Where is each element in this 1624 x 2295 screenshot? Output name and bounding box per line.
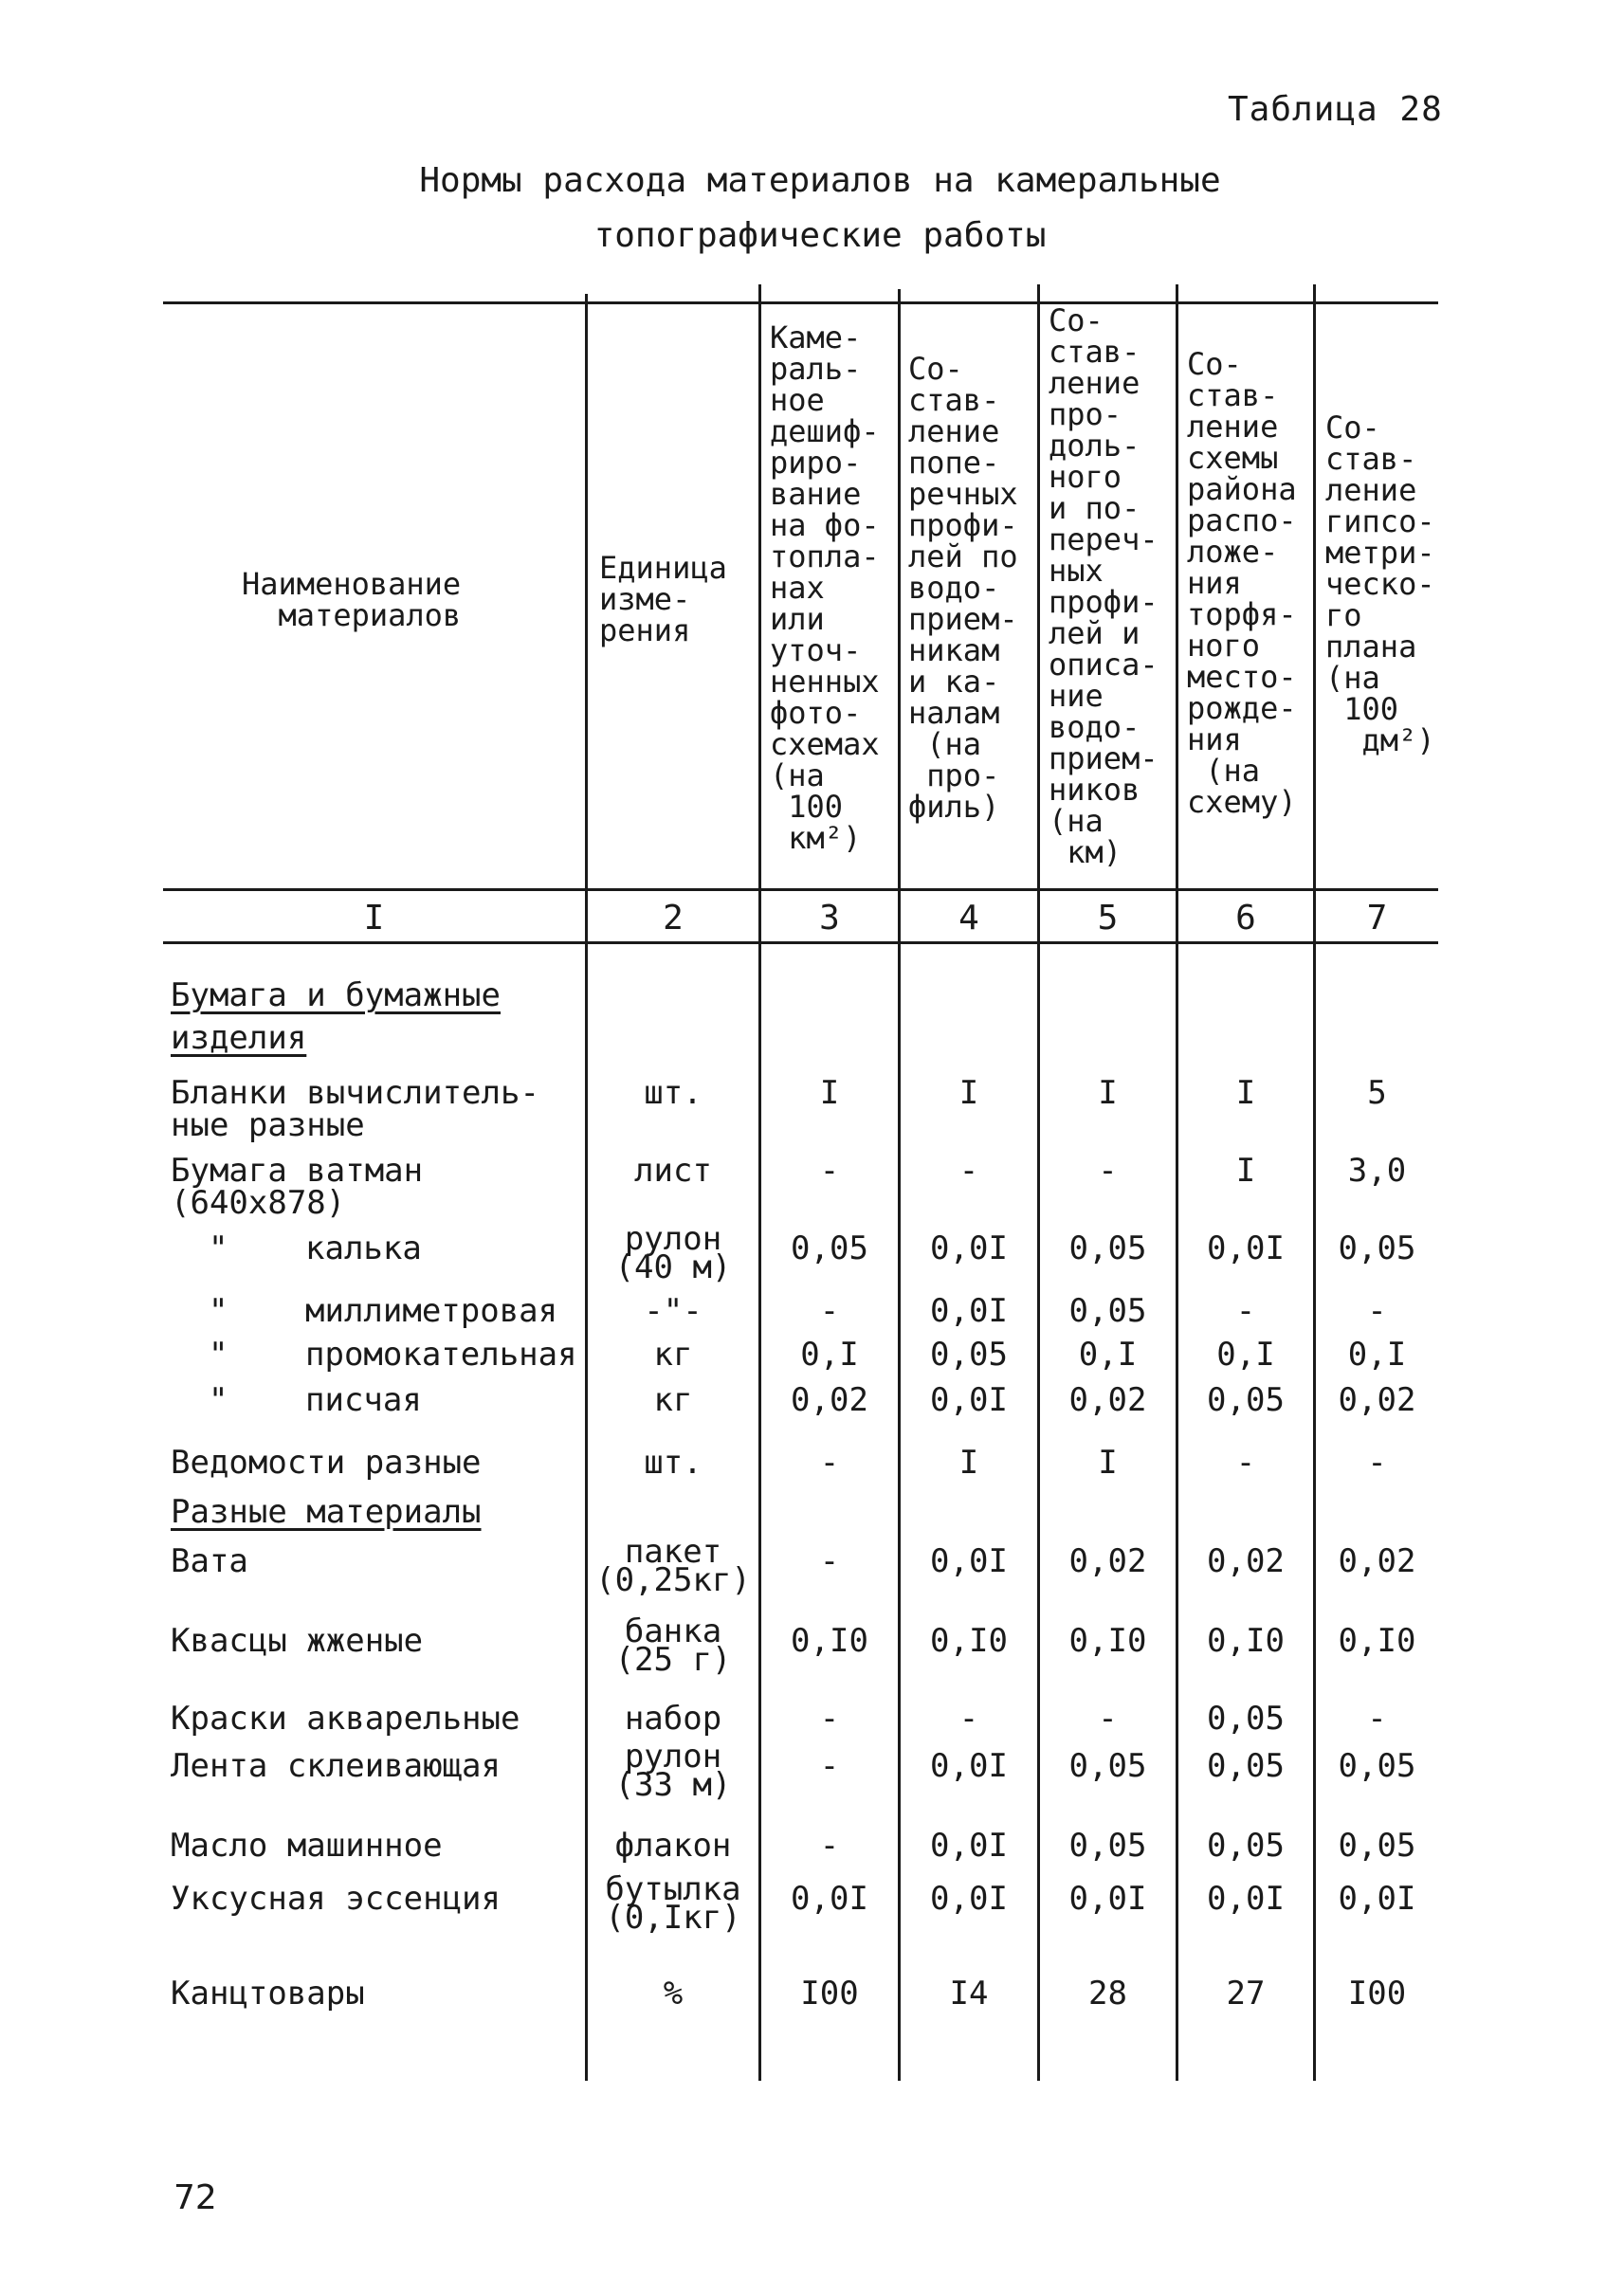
value-cell: 0,0I — [1207, 1880, 1285, 1918]
column-number-1: I — [363, 899, 385, 938]
value-cell: 0,02 — [1338, 1542, 1416, 1580]
value-cell: 0,0I — [791, 1880, 868, 1918]
value-cell: 0,0I — [1068, 1880, 1147, 1918]
column-divider-1 — [585, 294, 588, 2081]
value-cell: 5 — [1367, 1074, 1387, 1112]
value-cell: 0,05 — [1068, 1827, 1147, 1865]
material-name: Бумага ватман (640x878) — [171, 1152, 424, 1222]
value-cell: - — [1367, 1292, 1387, 1330]
value-cell: 27 — [1226, 1975, 1266, 2013]
value-cell: I — [1235, 1074, 1256, 1112]
column-number-7: 7 — [1366, 899, 1388, 938]
value-cell: 0,I0 — [930, 1622, 1008, 1660]
ditto-mark: " — [209, 1229, 228, 1267]
unit-cell: флакон — [614, 1827, 732, 1865]
value-cell: 0,05 — [1207, 1747, 1285, 1785]
unit-cell: шт. — [644, 1444, 703, 1482]
material-name: Квасцы жженые — [171, 1622, 424, 1660]
header-unit: Единица изме- рения — [599, 550, 727, 648]
value-cell: - — [1098, 1700, 1118, 1738]
value-cell: - — [819, 1152, 840, 1190]
table-label: Таблица 28 — [1228, 90, 1443, 129]
value-cell: I — [819, 1074, 840, 1112]
column-number-6: 6 — [1235, 899, 1256, 938]
value-cell: 0,05 — [930, 1336, 1008, 1374]
value-cell: 0,05 — [1338, 1747, 1416, 1785]
value-cell: 0,I — [1216, 1336, 1275, 1374]
value-cell: I — [958, 1444, 979, 1482]
value-cell: - — [819, 1542, 840, 1580]
header-col-6: Со- став- ление схемы района распо- ложе- ния торфя- ного место- рожде- ния (на схему) — [1187, 346, 1297, 820]
value-cell: 0,05 — [1068, 1229, 1147, 1267]
value-cell: - — [819, 1292, 840, 1330]
value-cell: I — [1098, 1444, 1118, 1482]
value-cell: 0,I0 — [1338, 1622, 1416, 1660]
value-cell: I — [1235, 1152, 1256, 1190]
value-cell: - — [1098, 1152, 1118, 1190]
value-cell: - — [819, 1700, 840, 1738]
column-number-5: 5 — [1097, 899, 1119, 938]
value-cell: 0,I0 — [1207, 1622, 1285, 1660]
value-cell: 0,05 — [1068, 1747, 1147, 1785]
section-title-misc: Разные материалы — [171, 1493, 482, 1531]
column-numbers-rule — [163, 941, 1438, 944]
value-cell: 0,0I — [930, 1381, 1008, 1419]
page-number: 72 — [173, 2178, 217, 2217]
value-cell: - — [819, 1827, 840, 1865]
material-name: Уксусная эссенция — [171, 1880, 501, 1918]
value-cell: - — [1367, 1444, 1387, 1482]
material-name: Ведомости разные — [171, 1444, 482, 1482]
value-cell: 0,0I — [1207, 1229, 1285, 1267]
unit-cell: лист — [634, 1152, 712, 1190]
value-cell: 0,0I — [930, 1880, 1008, 1918]
header-col-3: Каме- раль- ное дешиф- риро- вание на фо- топла- нах или уточ- ненных фото- схемах (на 100 км²) — [770, 319, 880, 856]
value-cell: 0,05 — [1338, 1827, 1416, 1865]
material-name: Лента склеивающая — [171, 1747, 501, 1785]
value-cell: 0,05 — [791, 1229, 868, 1267]
value-cell: 0,02 — [791, 1381, 868, 1419]
unit-cell: % — [663, 1975, 684, 2013]
value-cell: I00 — [1347, 1975, 1407, 2013]
value-cell: - — [958, 1152, 979, 1190]
column-number-3: 3 — [819, 899, 840, 938]
material-name: писчая — [305, 1381, 422, 1419]
value-cell: I — [958, 1074, 979, 1112]
header-col-5: Со- став- ление про- доль- ного и по- переч- ных профи- лей и описа- ние водо- прием- ников (на км) — [1049, 302, 1159, 870]
unit-cell: рулон (40 м) — [614, 1220, 732, 1286]
value-cell: 3,0 — [1347, 1152, 1407, 1190]
material-name: миллиметровая — [305, 1292, 558, 1330]
unit-cell: набор — [624, 1700, 722, 1738]
value-cell: 0,I0 — [791, 1622, 868, 1660]
value-cell: 0,0I — [930, 1229, 1008, 1267]
value-cell: - — [819, 1747, 840, 1785]
table-top-rule — [163, 301, 1438, 304]
ditto-mark: " — [209, 1381, 228, 1419]
value-cell: 0,02 — [1338, 1381, 1416, 1419]
value-cell: I — [1098, 1074, 1118, 1112]
material-name: калька — [305, 1229, 422, 1267]
value-cell: - — [958, 1700, 979, 1738]
value-cell: 0,0I — [930, 1827, 1008, 1865]
header-bottom-rule — [163, 888, 1438, 891]
material-name: промокательная — [305, 1336, 577, 1374]
value-cell: 0,02 — [1207, 1542, 1285, 1580]
unit-cell: рулон (33 м) — [614, 1738, 732, 1804]
unit-cell: -"- — [644, 1292, 703, 1330]
value-cell: 28 — [1088, 1975, 1127, 2013]
material-name: Канцтовары — [171, 1975, 365, 2013]
material-name: Краски акварельные — [171, 1700, 520, 1738]
value-cell: 0,05 — [1207, 1827, 1285, 1865]
value-cell: 0,I0 — [1068, 1622, 1147, 1660]
value-cell: 0,02 — [1068, 1542, 1147, 1580]
ditto-mark: " — [209, 1336, 228, 1374]
value-cell: - — [1235, 1292, 1256, 1330]
ditto-mark: " — [209, 1292, 228, 1330]
value-cell: - — [819, 1444, 840, 1482]
title-line-2: топографические работы — [593, 216, 1047, 255]
material-name: Бланки вычислитель- ные разные — [171, 1074, 539, 1144]
material-name: Вата — [171, 1542, 248, 1580]
unit-cell: пакет (0,25кг) — [595, 1533, 751, 1599]
unit-cell: шт. — [644, 1074, 703, 1112]
value-cell: 0,05 — [1207, 1700, 1285, 1738]
unit-cell: кг — [653, 1381, 693, 1419]
value-cell: 0,I — [1078, 1336, 1138, 1374]
unit-cell: кг — [653, 1336, 693, 1374]
value-cell: 0,05 — [1068, 1292, 1147, 1330]
header-material-name: Наименование материалов — [242, 566, 462, 633]
unit-cell: банка (25 г) — [614, 1612, 732, 1679]
column-number-2: 2 — [663, 899, 684, 938]
value-cell: - — [1235, 1444, 1256, 1482]
value-cell: I00 — [800, 1975, 859, 2013]
material-name: Масло машинное — [171, 1827, 443, 1865]
header-col-7: Со- став- ление гипсо- метри- ческо- го плана (на 100 дм²) — [1325, 410, 1435, 758]
section-title-paper-cont: изделия — [171, 1019, 307, 1057]
value-cell: 0,0I — [930, 1542, 1008, 1580]
value-cell: 0,02 — [1068, 1381, 1147, 1419]
value-cell: 0,05 — [1338, 1229, 1416, 1267]
value-cell: 0,0I — [930, 1747, 1008, 1785]
value-cell: 0,0I — [930, 1292, 1008, 1330]
section-title-paper: Бумага и бумажные — [171, 976, 501, 1014]
value-cell: 0,0I — [1338, 1880, 1416, 1918]
value-cell: I4 — [949, 1975, 989, 2013]
unit-cell: бутылка (0,Iкг) — [605, 1870, 741, 1937]
title-line-1: Нормы расхода материалов на камеральные — [419, 161, 1221, 200]
value-cell: 0,I — [1347, 1336, 1407, 1374]
header-col-4: Со- став- ление попе- речных профи- лей по водо- прием- никам и ка- налам (на про- филь) — [908, 351, 1018, 825]
value-cell: - — [1367, 1700, 1387, 1738]
value-cell: 0,I — [800, 1336, 859, 1374]
value-cell: 0,05 — [1207, 1381, 1285, 1419]
column-number-4: 4 — [958, 899, 979, 938]
